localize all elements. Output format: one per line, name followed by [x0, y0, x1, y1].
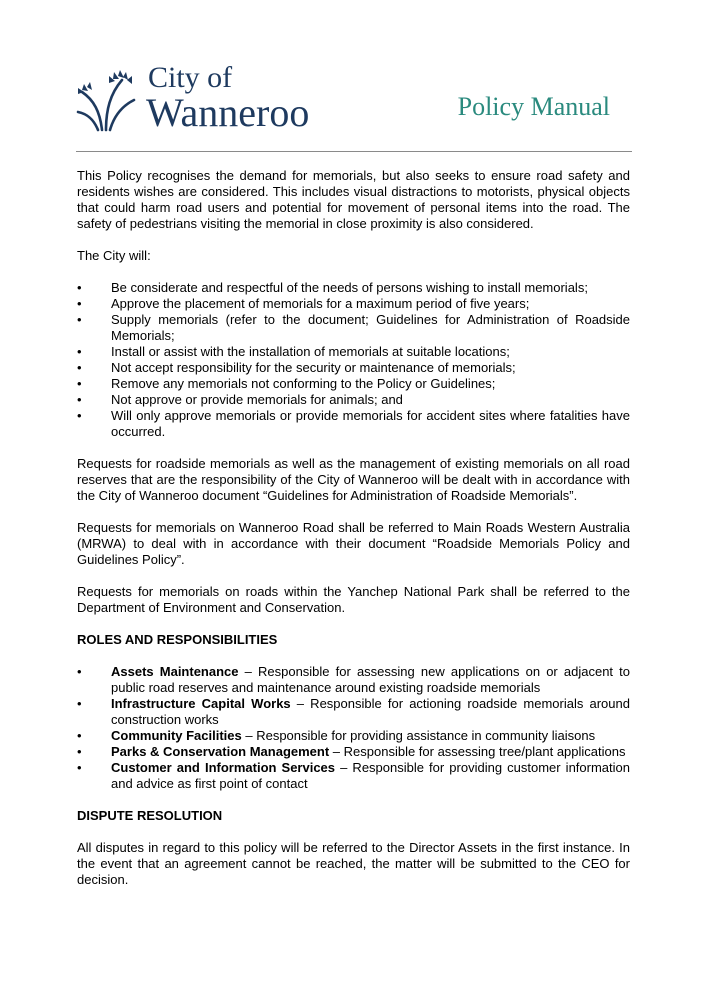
bullet-icon: •	[77, 728, 82, 743]
role-description: – Responsible for providing assistance in community liaisons	[241, 728, 596, 743]
bullet-icon: •	[77, 312, 82, 327]
wanneroo-plant-emblem-icon	[76, 66, 140, 132]
list-item: • Approve the placement of memorials for a maximum period of five years;	[77, 296, 530, 311]
list-item	[77, 760, 630, 792]
yanchep-paragraph: Requests for memorials on roads within the Yanchep National Park shall be referred to the Department of Environment and Conservation.	[77, 584, 630, 615]
city-will-list	[77, 280, 630, 440]
role-title: Customer and Information Services	[111, 760, 336, 775]
list-item	[77, 728, 630, 744]
page-header	[76, 60, 632, 150]
role-title: Community Facilities	[111, 728, 242, 743]
list-item: • Supply memorials (refer to the document; Guidelines for Administration of Roadside Memorials;	[77, 312, 630, 343]
bullet-icon: •	[77, 744, 82, 759]
document-body	[77, 168, 630, 904]
role-description: – Responsible for assessing new applications on or adjacent to public road reserves and maintenance around existing roadside memorials	[111, 664, 631, 695]
logo-text-wanneroo: Wanneroo	[146, 90, 310, 135]
bullet-icon: •	[77, 664, 82, 679]
header-divider	[76, 151, 632, 152]
policy-manual-title: Policy Manual	[457, 92, 610, 121]
roles-list	[77, 664, 630, 792]
role-description: – Responsible for providing customer information and advice as first point of contact	[111, 760, 630, 791]
role-description: – Responsible for assessing tree/plant applications	[329, 744, 626, 759]
list-item: • Not approve or provide memorials for animals; and	[77, 392, 403, 407]
bullet-icon: •	[77, 296, 82, 311]
bullet-icon: •	[77, 280, 82, 295]
role-description: – Responsible for actioning roadside memorials around construction works	[111, 696, 630, 727]
city-will-heading: The City will:	[77, 248, 151, 263]
role-title: Assets Maintenance	[111, 664, 239, 679]
role-title: Parks & Conservation Management	[111, 744, 330, 759]
list-item	[77, 744, 630, 760]
list-item: • Be considerate and respectful of the needs of persons wishing to install memorials;	[77, 280, 588, 295]
list-item: • Will only approve memorials or provide memorials for accident sites where fatalities have occurred.	[77, 408, 630, 439]
list-item	[77, 696, 630, 728]
list-item: • Remove any memorials not conforming to the Policy or Guidelines;	[77, 376, 496, 391]
bullet-icon: •	[77, 392, 82, 407]
list-item: • Not accept responsibility for the security or maintenance of memorials;	[77, 360, 516, 375]
bullet-icon: •	[77, 696, 82, 711]
list-item	[77, 664, 630, 696]
wanneroo-road-paragraph: Requests for memorials on Wanneroo Road shall be referred to Main Roads Western Australia (MRWA) to deal with in accordance with their document “Roadside Memorials Policy and Guidelines Policy”.	[77, 520, 630, 567]
list-item: • Install or assist with the installation of memorials at suitable locations;	[77, 344, 510, 359]
city-logo	[76, 60, 326, 140]
logo-text-city-of: City of	[148, 61, 233, 94]
intro-paragraph: This Policy recognises the demand for memorials, but also seeks to ensure road safety and residents wishes are considered. This includes visual distractions to motorists, physical objects that could harm road users and potential for movement of personal items into the road. The safety of pedestrians visiting the memorial in close proximity is also considered.	[77, 168, 630, 231]
dispute-heading: DISPUTE RESOLUTION	[77, 808, 223, 823]
roles-heading: ROLES AND RESPONSIBILITIES	[77, 632, 278, 647]
bullet-icon: •	[77, 344, 82, 359]
bullet-icon: •	[77, 760, 82, 775]
bullet-icon: •	[77, 376, 82, 391]
dispute-paragraph: All disputes in regard to this policy will be referred to the Director Assets in the first instance. In the event that an agreement cannot be reached, the matter will be submitted to the CEO for decision.	[77, 840, 630, 887]
roadside-requests-paragraph: Requests for roadside memorials as well as the management of existing memorials on all road reserves that are the responsibility of the City of Wanneroo will be dealt with in accordance with the City of Wanneroo document “Guidelines for Administration of Roadside Memorials”.	[77, 456, 630, 503]
role-title: Infrastructure Capital Works	[111, 696, 291, 711]
bullet-icon: •	[77, 360, 82, 375]
bullet-icon: •	[77, 408, 82, 423]
